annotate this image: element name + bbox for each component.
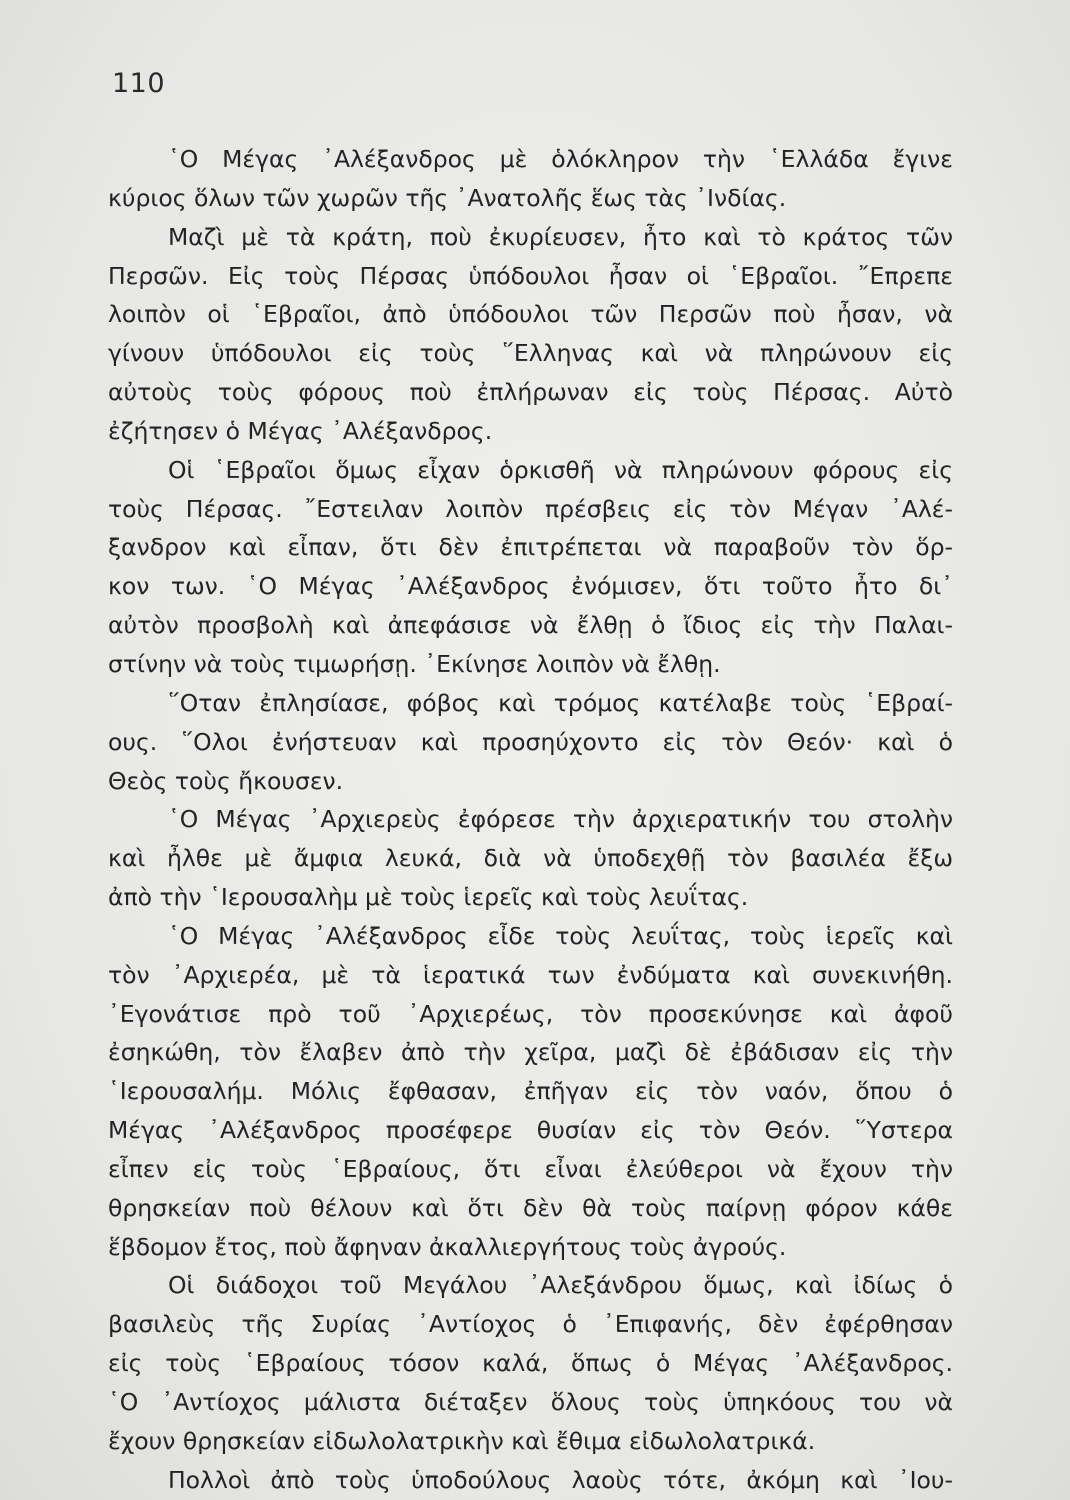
text-line: ἐζήτησεν ὁ Μέγας ᾿Αλέξανδρος.: [108, 416, 493, 445]
text-line: εἶπεν εἰς τοὺς ῾Εβραίους, ὅτι εἶναι ἐλεύθεροι νὰ ἔχουν τὴν: [108, 1154, 953, 1183]
text-line: ἕβδομον ἔτος, ποὺ ἄφηναν ἀκαλλιεργήτους τοὺς ἀγρούς.: [108, 1232, 787, 1261]
text-line: τὸν ᾿Αρχιερέα, μὲ τὰ ἱερατικά των ἐνδύματα καὶ συνεκινήθη.: [108, 960, 953, 989]
text-line-paragraph-start: ῾Ο Μέγας ᾿Αλέξανδρος μὲ ὁλόκληρον τὴν ῾Ελλάδα ἔγινε: [168, 145, 953, 173]
text-line: στίνην νὰ τοὺς τιμωρήσῃ. ᾿Εκίνησε λοιπὸν νὰ ἔλθῃ.: [108, 649, 721, 678]
text-line: βασιλεὺς τῆς Συρίας ᾿Αντίοχος ὁ ᾿Επιφανής, δὲν ἐφέρθησαν: [108, 1310, 953, 1339]
text-line: ους. ῞Ολοι ἐνήστευαν καὶ προσηύχοντο εἰς τὸν Θεόν· καὶ ὁ: [108, 727, 953, 756]
text-line: καὶ ἦλθε μὲ ἄμφια λευκά, διὰ νὰ ὑποδεχθῇ τὸν βασιλέα ἔξω: [108, 844, 953, 873]
text-line: ἀπὸ τὴν ῾Ιερουσαλὴμ μὲ τοὺς ἱερεῖς καὶ τοὺς λευΐτας.: [108, 883, 749, 912]
text-line-paragraph-start: ῞Οταν ἐπλησίασε, φόβος καὶ τρόμος κατέλαβε τοὺς ῾Εβραί-: [168, 688, 953, 717]
text-line-paragraph-start: Οἱ ῾Εβραῖοι ὅμως εἶχαν ὁρκισθῆ νὰ πληρώνουν φόρους εἰς: [168, 455, 953, 484]
text-line: τοὺς Πέρσας. ῎Εστειλαν λοιπὸν πρέσβεις εἰς τὸν Μέγαν ᾿Αλέ-: [108, 494, 953, 523]
text-line: αὐτοὺς τοὺς φόρους ποὺ ἐπλήρωναν εἰς τοὺς Πέρσας. Αὐτὸ: [108, 378, 953, 407]
text-line: γίνουν ὑπόδουλοι εἰς τοὺς ῞Ελληνας καὶ νὰ πληρώνουν εἰς: [108, 339, 953, 368]
text-line: εἰς τοὺς ῾Εβραίους τόσον καλά, ὅπως ὁ Μέγας ᾿Αλέξανδρος.: [108, 1349, 953, 1378]
text-line: ῾Ιερουσαλήμ. Μόλις ἔφθασαν, ἐπῆγαν εἰς τὸν ναόν, ὅπου ὁ: [108, 1077, 953, 1106]
text-line: ξανδρον καὶ εἶπαν, ὅτι δὲν ἐπιτρέπεται νὰ παραβοῦν τὸν ὅρ-: [108, 533, 953, 562]
text-line-paragraph-start: ῾Ο Μέγας ᾿Αρχιερεὺς ἐφόρεσε τὴν ἀρχιερατικήν του στολὴν: [168, 805, 953, 834]
text-line: ῾Ο ᾿Αντίοχος μάλιστα διέταξεν ὅλους τοὺς ὑπηκόους του νὰ: [108, 1388, 953, 1416]
text-line-paragraph-start: Πολλοὶ ἀπὸ τοὺς ὑποδούλους λαοὺς τότε, ἀκόμη καὶ ᾿Ιου-: [168, 1465, 953, 1494]
page-number: 110: [112, 68, 166, 99]
text-line: αὐτὸν προσβολὴ καὶ ἀπεφάσισε νὰ ἔλθῃ ὁ ἴδιος εἰς τὴν Παλαι-: [108, 611, 953, 640]
text-line-paragraph-start: Μαζὶ μὲ τὰ κράτη, ποὺ ἐκυρίευσεν, ἦτο καὶ τὸ κράτος τῶν: [168, 222, 953, 251]
text-line: θρησκείαν ποὺ θέλουν καὶ ὅτι δὲν θὰ τοὺς παίρνῃ φόρον κάθε: [108, 1193, 953, 1222]
text-line-paragraph-start: ῾Ο Μέγας ᾿Αλέξανδρος εἶδε τοὺς λευΐτας, τοὺς ἱερεῖς καὶ: [168, 921, 953, 950]
text-line: ᾿Εγονάτισε πρὸ τοῦ ᾿Αρχιερέως, τὸν προσεκύνησε καὶ ἀφοῦ: [108, 999, 953, 1028]
text-line: Περσῶν. Εἰς τοὺς Πέρσας ὑπόδουλοι ἦσαν οἱ ῾Εβραῖοι. ῎Επρεπε: [108, 261, 953, 290]
text-line: Θεὸς τοὺς ἤκουσεν.: [108, 766, 344, 795]
text-line: κον των. ῾Ο Μέγας ᾿Αλέξανδρος ἐνόμισεν, ὅτι τοῦτο ἦτο δι᾿: [108, 572, 953, 601]
text-line: ἐσηκώθη, τὸν ἔλαβεν ἀπὸ τὴν χεῖρα, μαζὶ δὲ ἐβάδισαν εἰς τὴν: [108, 1038, 953, 1067]
text-line: ἔχουν θρησκείαν εἰδωλολατρικὴν καὶ ἔθιμα εἰδωλολατρικά.: [108, 1426, 816, 1455]
text-line: κύριος ὅλων τῶν χωρῶν τῆς ᾿Ανατολῆς ἕως τὰς ᾿Ινδίας.: [108, 183, 787, 212]
body-text: [108, 140, 953, 1500]
text-line: λοιπὸν οἱ ῾Εβραῖοι, ἀπὸ ὑπόδουλοι τῶν Περσῶν ποὺ ἦσαν, νὰ: [108, 300, 953, 329]
text-line: Μέγας ᾿Αλέξανδρος προσέφερε θυσίαν εἰς τὸν Θεόν. ῞Υστερα: [108, 1116, 953, 1145]
text-line-paragraph-start: Οἱ διάδοχοι τοῦ Μεγάλου ᾿Αλεξάνδρου ὅμως, καὶ ἰδίως ὁ: [168, 1271, 953, 1300]
